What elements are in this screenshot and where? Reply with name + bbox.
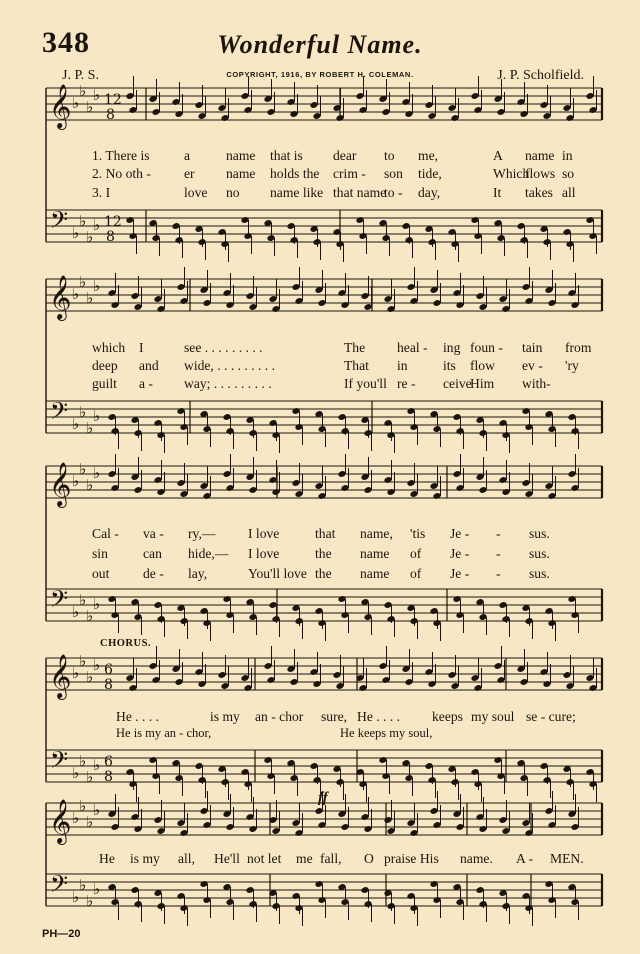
lyric-verse3: name (360, 566, 390, 581)
lyric-chorus: my soul (471, 709, 515, 724)
copyright-notice: COPYRIGHT, 1916, BY ROBERT H. COLEMAN. (226, 70, 414, 79)
lyric-final: is my (130, 851, 160, 866)
lyric-verse2: flow (470, 358, 495, 373)
lyric-verse3: day, (418, 185, 441, 200)
flat-icon: ♭ (93, 756, 101, 774)
time-signature-top: 12 (104, 214, 122, 230)
time-signature-top: 12 (104, 92, 122, 108)
lyric-verse3: of (410, 566, 422, 581)
page-footer: PH—20 (42, 928, 81, 940)
lyric-chorus: is my (210, 709, 240, 724)
lyric-verse1: Je - (450, 526, 470, 541)
lyric-verse3: de - (143, 566, 164, 581)
lyric-verse3: takes (525, 185, 553, 200)
lyric-final: name. (460, 851, 493, 866)
lyric-verse1: - (496, 526, 501, 541)
lyric-verse1: name, (360, 526, 393, 541)
lyric-verse1: 1. There is (92, 148, 150, 163)
flat-icon: ♭ (93, 595, 101, 613)
lyric-verse1: that is (270, 148, 303, 163)
lyric-verse1: sus. (529, 526, 550, 541)
hymn-title: Wonderful Name. (217, 30, 423, 59)
flat-icon: ♭ (79, 460, 87, 478)
lyric-chorus: sure, (321, 709, 348, 724)
flat-icon: ♭ (72, 94, 80, 112)
lyric-verse2: name (226, 166, 256, 181)
lyric-verse2: I love (248, 546, 280, 561)
flat-icon: ♭ (86, 476, 94, 494)
flat-icon: ♭ (86, 228, 94, 246)
note-heads (107, 76, 597, 926)
bass-clef-icon: 𝄢 (50, 870, 69, 903)
lyric-verse2: - (496, 546, 501, 561)
flat-icon: ♭ (93, 801, 101, 819)
lyric-verse2: wide, . . . . . . . . . (184, 358, 275, 373)
lyric-verse2: sin (92, 546, 108, 561)
time-signature-bottom: 8 (104, 677, 113, 693)
lyric-verse2: holds the (270, 166, 320, 181)
lyric-final: all, (178, 851, 195, 866)
lyric-final: He (99, 851, 115, 866)
lyric-verse1: a (184, 148, 191, 163)
lyric-chorus: He . . . . (357, 709, 401, 724)
flat-icon: ♭ (79, 403, 87, 421)
treble-clef-icon: 𝄞 (49, 84, 72, 128)
flat-icon: ♭ (79, 797, 87, 815)
flat-icon: ♭ (72, 285, 80, 303)
flat-icon: ♭ (93, 464, 101, 482)
flat-icon: ♭ (79, 212, 87, 230)
lyric-verse2: the (315, 546, 332, 561)
lyric-verse1: I (139, 340, 144, 355)
lyric-chorus: an - chor (255, 709, 304, 724)
lyric-verse1: foun - (470, 340, 503, 355)
flat-icon: ♭ (72, 764, 80, 782)
lyric-verse1: dear (333, 148, 357, 163)
flat-icon: ♭ (79, 652, 87, 670)
flat-icon: ♭ (86, 289, 94, 307)
lyric-final: me (296, 851, 313, 866)
lyric-verse2: son (384, 166, 403, 181)
flat-icon: ♭ (72, 809, 80, 827)
lyric-verse2: 2. No oth - (92, 166, 151, 181)
flat-icon: ♭ (93, 880, 101, 898)
flat-icon: ♭ (72, 415, 80, 433)
lyric-verse3: guilt (92, 376, 117, 391)
lyric-final: not let (247, 851, 282, 866)
flat-icon: ♭ (72, 472, 80, 490)
time-signature-top: 6 (104, 662, 113, 678)
lyric-verse3: It (493, 185, 502, 200)
lyric-verse1: ry,— (188, 526, 216, 541)
flat-icon: ♭ (93, 407, 101, 425)
lyric-verse2: crim - (333, 166, 366, 181)
lyric-chorus: keeps (432, 709, 463, 724)
lyric-verse3: name like (270, 185, 324, 200)
lyric-final: A - (516, 851, 533, 866)
lyric-verse3: out (92, 566, 110, 581)
flat-icon: ♭ (79, 876, 87, 894)
flat-icon: ♭ (93, 216, 101, 234)
lyric-verse2: so (562, 166, 575, 181)
flat-icon: ♭ (79, 273, 87, 291)
treble-clef-icon: 𝄞 (49, 275, 72, 319)
lyric-verse3: - (496, 566, 501, 581)
lyric-verse1: name (226, 148, 256, 163)
lyric-final: O (364, 851, 374, 866)
lyric-verse1: The (344, 340, 366, 355)
lyric-verse2: ev - (522, 358, 543, 373)
lyric-verse3: lay, (188, 566, 208, 581)
lyric-verse3: You'll love (248, 566, 307, 581)
lyric-verse1: name (525, 148, 555, 163)
lyric-verse2: Which (493, 166, 530, 181)
lyric-verse2: in (397, 358, 408, 373)
flat-icon: ♭ (86, 892, 94, 910)
bass-clef-icon: 𝄢 (50, 746, 69, 779)
lyric-verse1: from (565, 340, 592, 355)
flat-icon: ♭ (93, 86, 101, 104)
music-credit: J. P. Scholfield. (497, 68, 584, 83)
lyric-verse2: can (143, 546, 162, 561)
lyric-verse2: er (184, 166, 195, 181)
lyric-verse1: tain (522, 340, 543, 355)
flat-icon: ♭ (72, 888, 80, 906)
lyric-verse2: hide,— (188, 546, 229, 561)
hymn-number: 348 (42, 26, 90, 59)
flat-icon: ♭ (79, 752, 87, 770)
fortissimo-mark: ff (318, 790, 328, 806)
treble-clef-icon: 𝄞 (49, 462, 72, 506)
lyric-chorus-bass: He keeps my soul, (340, 726, 433, 740)
flat-icon: ♭ (79, 82, 87, 100)
lyric-verse3: ceive (443, 376, 472, 391)
lyric-verse1: va - (143, 526, 164, 541)
lyric-verse3: a - (139, 376, 153, 391)
lyric-verse2: of (410, 546, 422, 561)
lyric-verse1: ing (443, 340, 461, 355)
lyric-verse1: heal - (397, 340, 428, 355)
lyric-verse3: love (184, 185, 208, 200)
lyric-verse1: me, (418, 148, 439, 163)
lyric-verse3: sus. (529, 566, 550, 581)
lyric-final: MEN. (550, 851, 584, 866)
lyric-verse3: no (226, 185, 240, 200)
lyric-verse3: Him (470, 376, 495, 391)
lyric-verse1: Cal - (92, 526, 119, 541)
chorus-label: CHORUS. (100, 638, 152, 649)
lyric-verse3: that name (333, 185, 387, 200)
bass-clef-icon: 𝄢 (50, 585, 69, 618)
lyric-verse3: all (562, 185, 576, 200)
lyric-verse2: deep (92, 358, 118, 373)
clefs-and-signatures (49, 82, 122, 910)
lyric-verse2: tide, (418, 166, 442, 181)
lyric-verse2: That (344, 358, 369, 373)
lyric-verse3: the (315, 566, 332, 581)
lyric-verse2: Je - (450, 546, 470, 561)
lyric-verse3: way; . . . . . . . . . (184, 376, 272, 391)
lyric-verse3: If you'll (344, 376, 387, 391)
flat-icon: ♭ (72, 664, 80, 682)
lyric-verse2: its (443, 358, 456, 373)
flat-icon: ♭ (72, 224, 80, 242)
lyric-verse2: sus. (529, 546, 550, 561)
time-signature-top: 6 (104, 754, 113, 770)
lyric-verse3: with- (522, 376, 551, 391)
time-signature-bottom: 8 (106, 229, 115, 245)
bass-clef-icon: 𝄢 (50, 206, 69, 239)
lyric-final: praise His (384, 851, 439, 866)
flat-icon: ♭ (86, 419, 94, 437)
lyric-chorus: He . . . . (116, 709, 160, 724)
lyric-verse2: 'ry (565, 358, 579, 373)
lyric-verse2: and (139, 358, 159, 373)
bass-clef-icon: 𝄢 (50, 397, 69, 430)
flat-icon: ♭ (86, 813, 94, 831)
lyric-verse1: which (92, 340, 126, 355)
flat-icon: ♭ (86, 668, 94, 686)
lyric-verse1: A (493, 148, 503, 163)
flat-icon: ♭ (86, 607, 94, 625)
flat-icon: ♭ (93, 656, 101, 674)
time-signature-bottom: 8 (104, 769, 113, 785)
lyric-final: He'll (214, 851, 240, 866)
lyric-verse1: 'tis (410, 526, 426, 541)
lyric-verse3: 3. I (92, 185, 111, 200)
lyric-verse1: that (315, 526, 336, 541)
treble-clef-icon: 𝄞 (49, 799, 72, 843)
lyric-verse1: I love (248, 526, 280, 541)
lyric-verse2: flows (525, 166, 556, 181)
flat-icon: ♭ (86, 98, 94, 116)
lyric-final: fall, (320, 851, 342, 866)
lyric-chorus: se - cure; (526, 709, 576, 724)
lyric-verse1: to (384, 148, 395, 163)
flat-icon: ♭ (93, 277, 101, 295)
flat-icon: ♭ (79, 591, 87, 609)
flat-icon: ♭ (72, 603, 80, 621)
lyric-chorus-bass: He is my an - chor, (116, 726, 212, 740)
flat-icon: ♭ (86, 768, 94, 786)
lyric-verse2: name (360, 546, 390, 561)
words-credit: J. P. S. (62, 68, 99, 83)
lyric-verse3: Je - (450, 566, 470, 581)
lyric-verse3: re - (397, 376, 416, 391)
treble-clef-icon: 𝄞 (49, 654, 72, 698)
time-signature-bottom: 8 (106, 107, 115, 123)
lyric-verse1: see . . . . . . . . . (184, 340, 263, 355)
lyric-verse1: in (562, 148, 573, 163)
lyric-verse3: to - (384, 185, 403, 200)
